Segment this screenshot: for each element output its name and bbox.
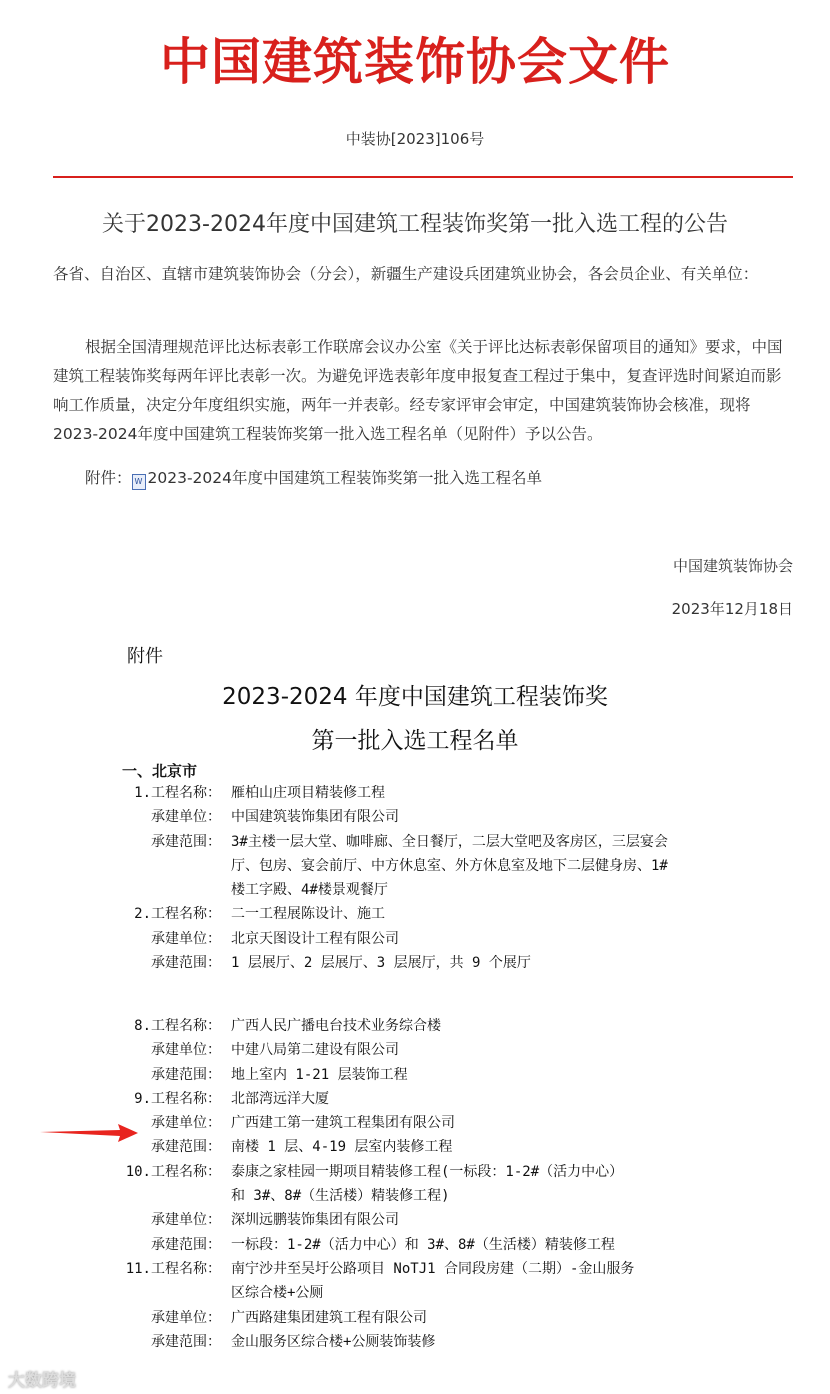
scope-row (0, 1063, 830, 1087)
scope-label: 承建范围： (151, 955, 221, 972)
project-name-row (0, 1160, 830, 1184)
document-number: 中装协[2023]106号 (345, 130, 485, 148)
item-number (0, 1208, 151, 1232)
project-name-value: 雁柏山庄项目精装修工程 (231, 785, 385, 801)
contractor-value: 中国建筑装饰集团有限公司 (231, 809, 399, 826)
scope-label: 承建范围： (151, 1066, 221, 1083)
project-name-label (151, 1281, 231, 1305)
project-name-row (0, 1281, 830, 1305)
contractor-label: 承建单位： (151, 809, 221, 826)
project-name-label: 工程名称： (151, 785, 221, 801)
attachment-line (85, 464, 827, 493)
attachment-link[interactable]: 2023-2024年度中国建筑工程装饰奖第一批入选工程名单 (147, 469, 543, 487)
attachment-label: 附件： (85, 469, 132, 487)
contractor-label: 承建单位： (151, 1042, 221, 1059)
project-name-label (151, 1184, 231, 1208)
contractor-value: 中建八局第二建设有限公司 (231, 1042, 399, 1059)
item-number: 8. (134, 1018, 151, 1034)
attachment-section-label: 附件 (127, 646, 163, 667)
scope-label (151, 854, 231, 878)
scope-row (0, 1233, 830, 1257)
item-number: 11. (125, 1260, 151, 1277)
list-title-line2: 第一批入选工程名单 (311, 728, 519, 754)
item-number: 1. (134, 785, 151, 801)
body-paragraph: 根据全国清理规范评比达标表彰工作联席会议办公室《关于评比达标表彰保留项目的通知》要求，中国建筑工程装饰奖每两年评比表彰一次。为避免评选表彰年度申报复查工程过于集中，复查评选时间紧迫而影响工作质量，决定分年度组织实施，两年一并表彰。经专家评审会审定，中国建筑装饰协会核准，现将2023-2024年度中国建筑工程装饰奖第一批入选工程名单（见附件）予以公告。 (53, 338, 783, 443)
project-name-row (0, 1014, 830, 1038)
contractor-row (0, 1208, 830, 1232)
scope-value: 南楼 1 层、4-19 层室内装修工程 (231, 1139, 453, 1156)
signer: 中国建筑装饰协会 (672, 557, 793, 575)
scope-value: 金山服务区综合楼+公厕装饰装修 (231, 1333, 436, 1350)
contractor-row (0, 1306, 830, 1330)
item-number (0, 1281, 151, 1305)
contractor-label: 承建单位： (151, 1115, 221, 1132)
red-arrow-icon (40, 1124, 140, 1144)
contractor-row (0, 1038, 830, 1062)
region-heading: 一、北京市 (122, 762, 198, 780)
scope-value: 楼工字殿、4#楼景观餐厅 (231, 882, 388, 899)
address-paragraph: 各省、自治区、直辖市建筑装饰协会（分会），新疆生产建设兵团建筑业协会，各会员企业、有关单位： (53, 265, 759, 283)
red-divider (53, 176, 793, 178)
scope-value: 1 层展厅、2 层展厅、3 层展厅，共 9 个展厅 (231, 955, 531, 972)
project-name-value: 广西人民广播电台技术业务综合楼 (231, 1018, 441, 1034)
project-name-row (0, 1257, 830, 1281)
item-number (0, 1233, 151, 1257)
word-document-icon: W (132, 474, 146, 490)
project-name-value: 南宁沙井至吴圩公路项目 NoTJ1 合同段房建（二期）-金山服务 (231, 1260, 635, 1277)
scope-value: 厅、包房、宴会前厅、中方休息室、外方休息室及地下二层健身房、1# (231, 857, 668, 874)
item-number (0, 1063, 151, 1087)
scope-label: 承建范围： (151, 833, 221, 850)
scope-row (0, 830, 830, 854)
contractor-row (0, 927, 830, 951)
scope-row (0, 878, 830, 902)
item-number (0, 805, 151, 829)
contractor-value: 广西路建集团建筑工程有限公司 (231, 1309, 427, 1326)
project-name-label: 工程名称： (151, 1090, 221, 1107)
issue-date: 2023年12月18日 (671, 600, 793, 618)
scope-value: 地上室内 1-21 层装饰工程 (231, 1066, 408, 1083)
item-number: 9. (134, 1090, 151, 1107)
project-list-b (0, 1014, 830, 1354)
scope-row (0, 854, 830, 878)
scope-value: 一标段：1-2#（活力中心）和 3#、8#（生活楼）精装修工程 (231, 1236, 615, 1253)
list-title-line1: 2023-2024 年度中国建筑工程装饰奖 (222, 684, 608, 710)
scope-value: 3#主楼一层大堂、咖啡廊、全日餐厅，二层大堂吧及客房区，三层宴会 (231, 833, 668, 850)
contractor-label: 承建单位： (151, 930, 221, 947)
contractor-row (0, 805, 830, 829)
project-list-a (0, 781, 830, 975)
item-number (0, 854, 151, 878)
item-number (0, 878, 151, 902)
item-number (0, 1038, 151, 1062)
project-name-value: 区综合楼+公厕 (231, 1285, 324, 1302)
item-number (0, 1306, 151, 1330)
scope-label: 承建范围： (151, 1139, 221, 1156)
project-name-label: 工程名称： (151, 1260, 221, 1277)
contractor-value: 广西建工第一建筑工程集团有限公司 (231, 1115, 455, 1132)
item-number: 2. (134, 906, 151, 923)
item-number (0, 1330, 151, 1354)
scope-label: 承建范围： (151, 1333, 221, 1350)
project-name-value: 泰康之家桂园一期项目精装修工程(一标段：1-2#（活力中心） (231, 1163, 624, 1180)
contractor-value: 深圳远鹏装饰集团有限公司 (231, 1212, 399, 1229)
contractor-label: 承建单位： (151, 1309, 221, 1326)
project-name-value: 和 3#、8#（生活楼）精装修工程) (231, 1188, 450, 1205)
scope-label (151, 878, 231, 902)
item-number: 10. (125, 1163, 151, 1180)
scope-row (0, 1330, 830, 1354)
project-name-row (0, 902, 830, 926)
project-name-label: 工程名称： (151, 1018, 221, 1034)
project-name-value: 北部湾远洋大厦 (231, 1090, 329, 1107)
item-number (0, 1184, 151, 1208)
item-number (0, 951, 151, 975)
item-number (0, 927, 151, 951)
project-name-label: 工程名称： (151, 906, 221, 923)
contractor-label: 承建单位： (151, 1212, 221, 1229)
item-number (0, 830, 151, 854)
scope-row (0, 951, 830, 975)
document-title: 中国建筑装饰协会文件 (160, 32, 670, 91)
project-name-label: 工程名称： (151, 1163, 221, 1180)
project-name-value: 二一工程展陈设计、施工 (231, 906, 385, 923)
contractor-value: 北京天图设计工程有限公司 (231, 930, 399, 947)
project-name-row (0, 1087, 830, 1111)
notice-heading: 关于2023-2024年度中国建筑工程装饰奖第一批入选工程的公告 (102, 212, 728, 237)
project-name-row (0, 781, 830, 805)
watermark: 大数跨境 (8, 1371, 76, 1391)
scope-label: 承建范围： (151, 1236, 221, 1253)
project-name-row (0, 1184, 830, 1208)
